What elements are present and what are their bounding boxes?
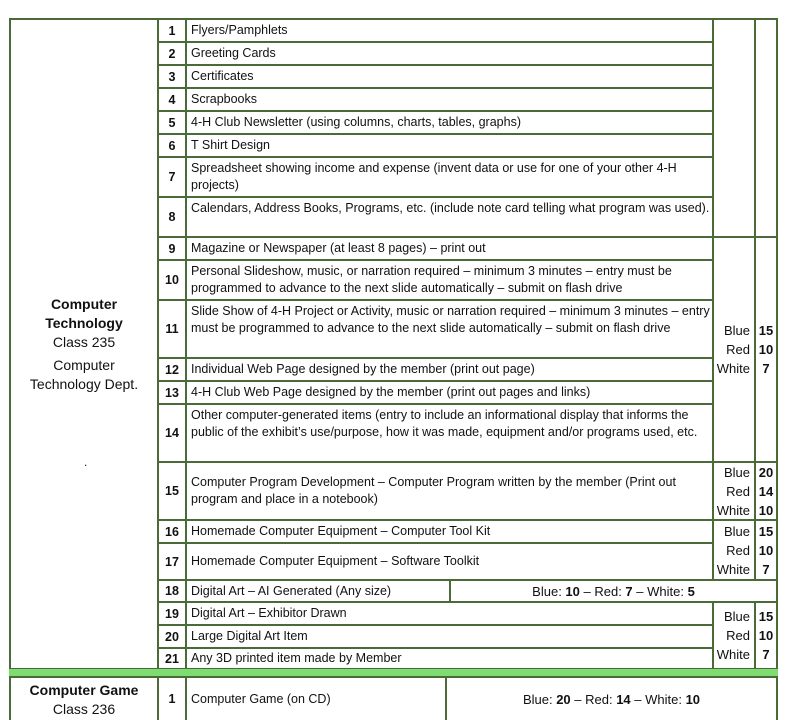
row-description: Computer Program Development – Computer Program written by the member (Print out program and place in a notebook) [185,461,714,521]
prize-red-points: 7 [625,583,633,599]
row-number: 18 [157,579,187,603]
row-number: 12 [157,357,187,382]
section-235-footnote-dot: . [84,455,88,469]
prize-points-blue: 15 [758,523,774,539]
section-235-title-line1: Computer [50,295,118,312]
prize-label-white: White [716,502,750,518]
prize-white-points: 10 [685,691,701,707]
row-number: 19 [157,601,187,626]
points-column-empty [754,18,778,238]
prize-label-blue: Blue [723,323,750,338]
row-description: Flyers/Pamphlets [185,18,714,43]
row-description: Spreadsheet showing income and expense (invent data or use for one of your other 4-H projects) [185,156,714,198]
row-description: Digital Art – AI Generated (Any size) [185,579,451,603]
prize-labels-rows-19-21 [712,601,756,670]
section-235-class-label: Class 235 [52,333,116,350]
section-235-dept-line1: Computer [53,356,115,373]
prize-points-row-15 [754,461,778,521]
prize-points-rows-16-17 [754,519,778,581]
prize-label-white: White [716,361,750,376]
row-description: 4-H Club Newsletter (using columns, charts, tables, graphs) [185,110,714,135]
row-number: 14 [157,403,187,463]
prize-points-white: 7 [762,361,770,376]
row-description: Slide Show of 4-H Project or Activity, music or narration required – minimum 3 minutes – entry must be programmed to advance to the next slide automatically – submit on flash drive [185,299,714,359]
prize-points-blue: 15 [758,323,774,338]
prize-red-label: – Red: [579,583,626,599]
row-description: Individual Web Page designed by the member (print out page) [185,357,714,382]
prize-label-blue: Blue [723,464,750,480]
prize-column-empty [712,18,756,238]
prize-label-blue: Blue [723,609,750,624]
prize-labels-rows-9-14 [712,236,756,463]
row-18-prize-line [449,579,778,603]
row-number: 21 [157,647,187,670]
prize-labels-row-15 [712,461,756,521]
row-description: T Shirt Design [185,133,714,158]
section-235-dept-line2: Technology Dept. [29,375,139,392]
row-description: Other computer-generated items (entry to include an informational display that informs the public of the exhibit’s use/purpose, how it was made, equipment and/or programs used, etc. [185,403,714,463]
row-number: 4 [157,87,187,112]
prize-points-red: 10 [758,542,774,558]
prize-labels-rows-16-17 [712,519,756,581]
prize-white-points: 5 [687,583,695,599]
prize-blue-label: Blue: [532,583,566,599]
row-description: Personal Slideshow, music, or narration required – minimum 3 minutes – entry must be programmed to advance to the next slide automatically – submit on flash drive [185,259,714,301]
row-number: 15 [157,461,187,521]
section-236-prize-line [445,676,778,720]
section-235-title-cell [9,18,159,670]
row-description: Greeting Cards [185,41,714,66]
prize-points-red: 10 [758,342,774,357]
section-236-title-cell [9,676,159,720]
prize-label-red: Red [726,628,750,643]
prize-points-rows-9-14 [754,236,778,463]
row-description: Large Digital Art Item [185,624,714,649]
prize-label-blue: Blue [723,523,750,539]
row-description: Any 3D printed item made by Member [185,647,714,670]
row-description: Calendars, Address Books, Programs, etc. (include note card telling what program was used). [185,196,714,238]
row-number: 10 [157,259,187,301]
section-236-title: Computer Game [29,682,139,698]
prize-blue-label: Blue: [522,691,557,707]
row-number: 11 [157,299,187,359]
row-description: Certificates [185,64,714,89]
prize-blue-points: 10 [565,583,580,599]
prize-points-rows-19-21 [754,601,778,670]
prize-label-red: Red [726,542,750,558]
prize-points-blue: 15 [758,609,774,624]
row-description: Computer Game (on CD) [185,676,447,720]
prize-label-white: White [716,561,750,577]
prize-red-points: 14 [616,691,631,707]
row-number: 6 [157,133,187,158]
row-description: Homemade Computer Equipment – Computer Tool Kit [185,519,714,544]
row-description: Digital Art – Exhibitor Drawn [185,601,714,626]
row-number: 9 [157,236,187,261]
row-number: 17 [157,542,187,581]
prize-label-red: Red [726,342,750,357]
row-number: 8 [157,196,187,238]
prize-points-blue: 20 [758,464,774,480]
row-number: 20 [157,624,187,649]
row-description: Scrapbooks [185,87,714,112]
row-number: 2 [157,41,187,66]
prize-label-red: Red [726,483,750,499]
prize-white-label: – White: [630,691,686,707]
row-number: 1 [157,18,187,43]
section-236-class-label: Class 236 [52,701,116,717]
prize-label-white: White [716,647,750,662]
prize-points-red: 10 [758,628,774,643]
row-number: 16 [157,519,187,544]
row-description: Magazine or Newspaper (at least 8 pages) – print out [185,236,714,261]
prize-red-label: – Red: [570,691,617,707]
section-235-title-line2: Technology [45,314,123,331]
row-number: 3 [157,64,187,89]
row-number: 5 [157,110,187,135]
prize-points-white: 10 [758,502,774,518]
prize-blue-points: 20 [556,691,571,707]
row-number: 1 [157,676,187,720]
row-description: Homemade Computer Equipment – Software Toolkit [185,542,714,581]
prize-white-label: – White: [632,583,688,599]
row-number: 13 [157,380,187,405]
section-separator-band [9,669,778,676]
row-description: 4-H Club Web Page designed by the member (print out pages and links) [185,380,714,405]
prize-points-red: 14 [758,483,774,499]
prize-points-white: 7 [762,647,770,662]
row-number: 7 [157,156,187,198]
prize-points-white: 7 [762,561,770,577]
